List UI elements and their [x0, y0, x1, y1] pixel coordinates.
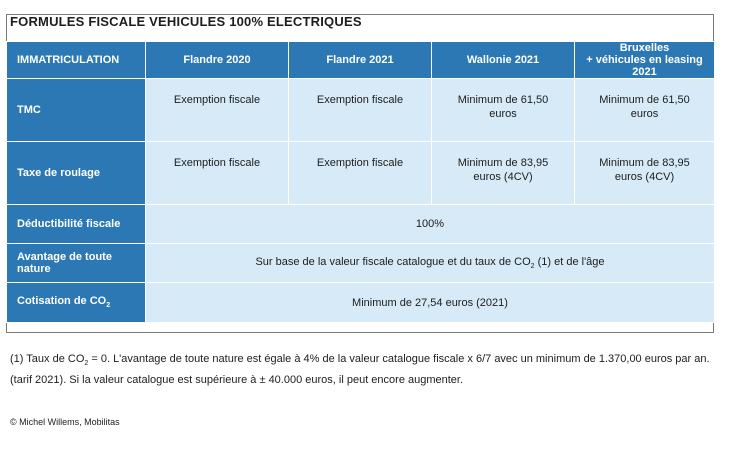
taxe-bruxelles: Minimum de 83,95 euros (4CV) [599, 157, 690, 183]
tmc-wallonie-2021: Minimum de 61,50 euros [457, 94, 549, 120]
cotisation-value: Minimum de 27,54 euros (2021) [146, 283, 715, 323]
table-title: FORMULES FISCALE VEHICULES 100% ELECTRIQUES [10, 14, 362, 29]
row-label-deductibilite: Déductibilité fiscale [7, 205, 146, 244]
tax-table [6, 41, 715, 323]
tmc-flandre-2020: Exemption fiscale [173, 94, 261, 106]
deductibilite-value: 100% [146, 205, 715, 244]
row-label-avantage: Avantage de toute nature [7, 244, 146, 283]
avantage-value: Sur base de la valeur fiscale catalogue et du taux de $CO_2$ (1) et de l'âge [146, 244, 715, 283]
table-row-cotisation [7, 283, 715, 323]
header-flandre-2020: Flandre 2020 [146, 42, 289, 79]
table-row-taxe-roulage [7, 142, 715, 205]
header-bruxelles [575, 42, 715, 79]
header-flandre-2021: Flandre 2021 [289, 42, 432, 79]
row-label-tmc: TMC [7, 79, 146, 142]
footnote: (1) Taux de $CO_2 = 0$. L'avantage de toute nature est égale à 4% de la valeur catalogue fiscale x 6/7 avec un minimum de 1.370,00 euros par an. (tarif 2021). Si la valeur catalogue est supérieure à ± 40.000 euros, il peut encore augmenter. [10, 353, 710, 387]
row-label-taxe-roulage: Taxe de roulage [7, 142, 146, 205]
taxe-flandre-2020: Exemption fiscale [173, 157, 261, 169]
row-label-cotisation: Cotisation de $CO_2$ [7, 283, 146, 323]
table-row-deductibilite [7, 205, 715, 244]
header-bruxelles-line2: + véhicules en leasing 2021 [586, 54, 703, 78]
header-immatriculation: IMMATRICULATION [7, 42, 146, 79]
credit: © Michel Willems, Mobilitas [10, 417, 120, 427]
tmc-bruxelles: Minimum de 61,50 euros [599, 94, 690, 120]
table-row-avantage [7, 244, 715, 283]
header-wallonie-2021: Wallonie 2021 [432, 42, 575, 79]
taxe-wallonie-2021: Minimum de 83,95 euros (4CV) [457, 157, 549, 183]
header-bruxelles-line1: Bruxelles [619, 42, 670, 54]
header-row [7, 42, 715, 79]
table-row-tmc [7, 79, 715, 142]
taxe-flandre-2021: Exemption fiscale [316, 157, 404, 169]
tmc-flandre-2021: Exemption fiscale [316, 94, 404, 106]
